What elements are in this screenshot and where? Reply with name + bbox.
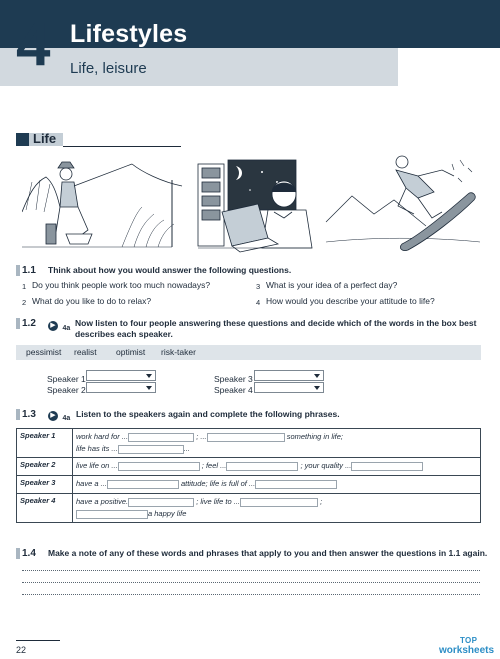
speaker-3-dropdown[interactable] — [254, 370, 324, 381]
audio-icon: ▶ — [48, 321, 58, 331]
phrase-cell: have a positive. ; live life to ... ; a happy life — [73, 494, 481, 523]
answer-field[interactable] — [226, 462, 298, 471]
answer-field[interactable] — [118, 462, 200, 471]
illustrations — [22, 152, 480, 258]
phrase-cell: have a ... attitude; life is full of ... — [73, 476, 481, 494]
answer-field[interactable] — [128, 433, 194, 442]
question-number: 3 — [256, 282, 261, 291]
question-number: 2 — [22, 298, 27, 307]
unit-title: Lifestyles — [70, 20, 188, 48]
exercise-1-4-instruction: Make a note of any of these words and phrases that apply to you and then answer the questions in 1.1 again. — [48, 548, 488, 558]
fisherman-illustration — [22, 162, 182, 247]
table-row — [17, 476, 481, 494]
table-row — [17, 494, 481, 523]
watermark-top: TOP — [460, 636, 478, 645]
section-marker — [16, 133, 29, 146]
word-option: realist — [74, 347, 97, 357]
exercise-1-4-label: 1.4 — [22, 548, 36, 559]
watermark-worksheets: worksheets — [439, 645, 495, 656]
exercise-1-1-tab — [16, 265, 20, 276]
exercise-1-2-instruction: Now listen to four people answering these questions and decide which of the words in the box best describes each speaker. — [75, 318, 477, 339]
page-number-rule — [16, 640, 60, 641]
section-title: Life — [33, 131, 57, 146]
page-number: 22 — [16, 645, 27, 655]
answer-field[interactable] — [207, 433, 285, 442]
chevron-down-icon — [314, 386, 320, 390]
exercise-1-2-tab — [16, 318, 20, 329]
speaker-label: Speaker 3 — [214, 374, 253, 384]
audio-icon: ▶ — [48, 411, 58, 421]
answer-field[interactable] — [107, 480, 179, 489]
table-row — [17, 429, 481, 458]
exercise-1-3-tab — [16, 409, 20, 420]
audio-track[interactable] — [48, 407, 70, 425]
speaker-2-dropdown[interactable] — [86, 382, 156, 393]
speaker-cell: Speaker 4 — [17, 494, 73, 523]
chevron-down-icon — [146, 386, 152, 390]
answer-field[interactable] — [255, 480, 337, 489]
chevron-down-icon — [314, 374, 320, 378]
audio-track-number: 4a — [62, 325, 71, 332]
subtitle-band — [0, 48, 398, 86]
audio-track[interactable] — [48, 317, 70, 335]
phrase-cell: work hard for ... ; ... something in life; life has its ... ... — [73, 429, 481, 458]
section-underline — [63, 146, 181, 147]
speaker-4-dropdown[interactable] — [254, 382, 324, 393]
question-text: How would you describe your attitude to life? — [266, 296, 435, 306]
exercise-1-2-label: 1.2 — [22, 318, 36, 329]
table-row — [17, 458, 481, 476]
snowboarder-illustration — [326, 156, 480, 251]
speaker-1-dropdown[interactable] — [86, 370, 156, 381]
unit-number: 4 — [16, 10, 51, 79]
speaker-cell: Speaker 3 — [17, 476, 73, 494]
audio-track-number: 4a — [62, 415, 71, 422]
speaker-label: Speaker 1 — [47, 374, 86, 384]
answer-field[interactable] — [118, 445, 184, 454]
question-number: 1 — [22, 282, 27, 291]
exercise-1-1-label: 1.1 — [22, 265, 36, 276]
word-option: risk-taker — [161, 347, 196, 357]
speaker-label: Speaker 4 — [214, 385, 253, 395]
exercise-1-1-instruction: Think about how you would answer the following questions. — [48, 265, 292, 275]
answer-field[interactable] — [76, 510, 148, 519]
note-line[interactable] — [22, 582, 480, 583]
note-line[interactable] — [22, 570, 480, 571]
question-text: What do you like to do to relax? — [32, 296, 152, 306]
speaker-cell: Speaker 1 — [17, 429, 73, 458]
word-option: pessimist — [26, 347, 62, 357]
exercise-1-4-tab — [16, 548, 20, 559]
unit-subtitle: Life, leisure — [70, 60, 147, 77]
phrase-cell: live life on ... ; feel ... ; your quality ... — [73, 458, 481, 476]
phrases-table — [16, 428, 481, 523]
question-text: Do you think people work too much nowadays? — [32, 280, 211, 290]
speaker-cell: Speaker 2 — [17, 458, 73, 476]
speaker-label: Speaker 2 — [47, 385, 86, 395]
question-number: 4 — [256, 298, 261, 307]
exercise-1-3-label: 1.3 — [22, 409, 36, 420]
answer-field[interactable] — [351, 462, 423, 471]
word-option: optimist — [116, 347, 146, 357]
chevron-down-icon — [146, 374, 152, 378]
answer-field[interactable] — [240, 498, 318, 507]
laptop-night-illustration — [198, 160, 312, 252]
word-box — [16, 345, 481, 360]
answer-field[interactable] — [128, 498, 194, 507]
question-text: What is your idea of a perfect day? — [266, 280, 398, 290]
note-line[interactable] — [22, 594, 480, 595]
exercise-1-3-instruction: Listen to the speakers again and complete the following phrases. — [76, 409, 340, 419]
